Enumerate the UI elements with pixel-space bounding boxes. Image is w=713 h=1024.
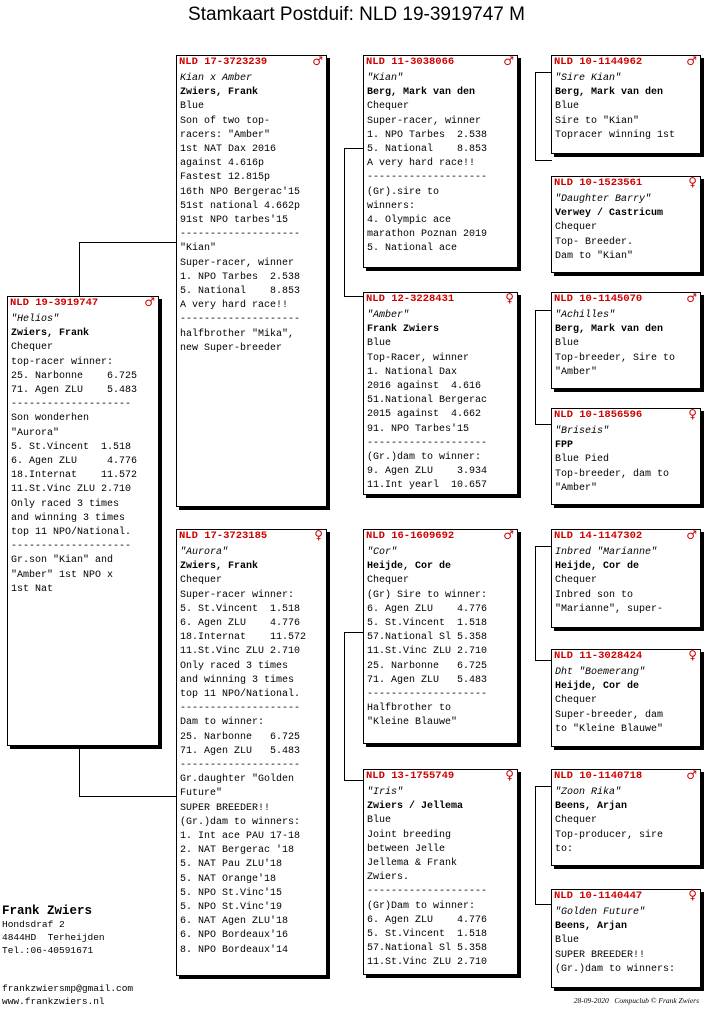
- pigeon-name: Inbred "Marianne": [555, 547, 658, 558]
- owner-block: [2, 904, 105, 957]
- card-line: 25. Narbonne 6.725: [11, 370, 138, 382]
- card-line: Top-breeder, Sire to: [555, 352, 676, 364]
- card-header: [552, 770, 700, 784]
- pedigree-card-sire[interactable]: [176, 55, 327, 507]
- connector: [535, 72, 552, 73]
- card-line: 25. Narbonne 6.725: [180, 731, 301, 743]
- pigeon-name: Dht "Boemerang": [555, 667, 646, 678]
- pigeon-name: "Aurora": [180, 547, 229, 558]
- ring-number: NLD 10-1523561: [554, 177, 643, 189]
- pigeon-name: "Briseis": [555, 426, 610, 437]
- card-body: [552, 191, 700, 264]
- card-line: 9. Agen ZLU 3.934: [367, 466, 488, 478]
- card-body: [177, 544, 326, 958]
- card-line: top 11 NPO/National.: [180, 689, 301, 701]
- breeder-name: FPP: [555, 440, 574, 452]
- card-line: "Amber": [555, 366, 598, 378]
- card-header: [552, 177, 700, 191]
- breeder-name: Beens, Arjan: [555, 801, 628, 813]
- connector: [535, 72, 536, 160]
- pedigree-card-ggp-2[interactable]: [551, 176, 701, 273]
- card-line: Blue: [555, 935, 580, 947]
- card-line: 8. NPO Bordeaux'14: [180, 944, 289, 956]
- female-icon: ♀: [688, 408, 697, 421]
- ring-number: NLD 10-1145070: [554, 293, 643, 305]
- card-line: 6. Agen ZLU 4.776: [180, 618, 301, 630]
- pigeon-name: Kian x Amber: [180, 73, 253, 84]
- connector: [79, 796, 177, 797]
- card-line: Fastest 12.815p: [180, 172, 271, 184]
- card-line: Blue: [555, 101, 580, 113]
- pigeon-name: "Cor": [367, 547, 398, 558]
- card-line: 2. NAT Bergerac '18: [180, 845, 295, 857]
- connector: [344, 632, 364, 633]
- connector: [344, 148, 345, 296]
- breeder-name: Berg, Mark van den: [555, 324, 664, 336]
- card-line: 16th NPO Bergerac'15: [180, 186, 301, 198]
- card-line: 1. Int ace PAU 17-18: [180, 831, 301, 843]
- connector: [79, 746, 80, 796]
- pedigree-card-ggp-4[interactable]: [551, 408, 701, 505]
- card-line: 5. NPO St.Vinc'15: [180, 887, 283, 899]
- card-line: 57.National Sl 5.358: [367, 943, 488, 955]
- card-line: 1. NPO Tarbes 2.538: [367, 129, 488, 141]
- card-line: --------------------: [367, 689, 488, 701]
- card-header: [364, 293, 517, 307]
- breeder-name: Heijde, Cor de: [555, 561, 640, 573]
- card-line: Sire to "Kian": [555, 115, 640, 127]
- breeder-name: Verwey / Castricum: [555, 208, 664, 220]
- card-line: 2016 against 4.616: [367, 381, 482, 393]
- card-line: Halfbrother to: [367, 703, 452, 715]
- card-line: 5. NAT Orange'18: [180, 873, 277, 885]
- connector: [535, 160, 552, 161]
- card-line: Topracer winning 1st: [555, 129, 676, 141]
- card-line: 5. NPO St.Vinc'19: [180, 902, 283, 914]
- card-line: 18.Internat 11.572: [180, 632, 307, 644]
- card-line: Only raced 3 times: [11, 498, 120, 510]
- female-icon: ♀: [314, 529, 323, 542]
- connector: [535, 546, 536, 660]
- card-line: against 4.616p: [180, 158, 265, 170]
- pigeon-name: "Iris": [367, 787, 404, 798]
- card-line: SUPER BREEDER!!: [180, 802, 271, 814]
- card-line: 1st Nat: [11, 583, 54, 595]
- page-title: Stamkaart Postduif: NLD 19-3919747 M: [188, 4, 525, 25]
- connector: [535, 546, 552, 547]
- card-header: [364, 530, 517, 544]
- card-line: 71. Agen ZLU 5.483: [180, 745, 301, 757]
- female-icon: ♀: [505, 769, 514, 782]
- connector: [535, 310, 536, 424]
- card-body: [552, 904, 700, 977]
- card-line: racers: "Amber": [180, 129, 271, 141]
- card-line: Top-Racer, winner: [367, 352, 470, 364]
- card-line: Dam to winner:: [180, 717, 265, 729]
- card-line: 6. NAT Agen ZLU'18: [180, 916, 289, 928]
- card-line: 11.St.Vinc ZLU 2.710: [367, 957, 488, 969]
- card-line: --------------------: [180, 703, 301, 715]
- card-header: [177, 530, 326, 544]
- card-line: Blue: [180, 101, 205, 113]
- card-header: [177, 56, 326, 70]
- ring-number: NLD 10-1144962: [554, 56, 643, 68]
- card-line: Blue: [367, 815, 392, 827]
- owner-address: Hondsdraf 2: [2, 919, 65, 930]
- card-line: Joint breeding: [367, 829, 452, 841]
- card-body: [364, 784, 517, 971]
- connector: [535, 904, 552, 905]
- card-line: Son of two top-: [180, 115, 271, 127]
- pedigree-card-granddam-paternal[interactable]: [363, 292, 518, 495]
- card-header: [552, 293, 700, 307]
- male-icon: ♂: [312, 55, 323, 68]
- male-icon: ♂: [144, 296, 155, 309]
- card-line: 6. Agen ZLU 4.776: [367, 603, 488, 615]
- card-body: [552, 664, 700, 737]
- pigeon-name: "Daughter Barry": [555, 194, 652, 205]
- pigeon-name: "Golden Future": [555, 907, 646, 918]
- card-line: 6. Agen ZLU 4.776: [11, 456, 138, 468]
- footer-date: 28-09-2020: [573, 996, 609, 1005]
- card-line: 6. NPO Bordeaux'16: [180, 930, 289, 942]
- card-line: top-racer winner:: [11, 356, 114, 368]
- pedigree-card-grandsire-maternal[interactable]: [363, 529, 518, 744]
- pedigree-card-ggp-1[interactable]: [551, 55, 701, 154]
- card-line: A very hard race!!: [180, 300, 289, 312]
- card-line: 71. Agen ZLU 5.483: [11, 385, 138, 397]
- card-line: Super-racer winner:: [180, 589, 295, 601]
- card-line: 5. NAT Pau ZLU'18: [180, 859, 283, 871]
- card-line: Zwiers.: [367, 872, 410, 884]
- card-header: [552, 650, 700, 664]
- card-line: halfbrother "Mika",: [180, 328, 295, 340]
- breeder-name: Heijde, Cor de: [367, 561, 452, 573]
- breeder-name: Heijde, Cor de: [555, 681, 640, 693]
- card-body: [364, 70, 517, 257]
- connector: [79, 242, 80, 297]
- male-icon: ♂: [686, 529, 697, 542]
- card-line: 5. St.Vincent 1.518: [367, 929, 488, 941]
- card-line: --------------------: [11, 399, 132, 411]
- contact-block: [2, 982, 133, 1008]
- card-line: 1. National Dax: [367, 366, 458, 378]
- card-body: [552, 544, 700, 617]
- card-line: --------------------: [367, 172, 488, 184]
- card-body: [8, 311, 158, 597]
- card-line: "Kian": [180, 243, 217, 255]
- card-line: between Jelle: [367, 843, 446, 855]
- card-line: (Gr.)dam to winner:: [367, 452, 482, 464]
- connector: [79, 242, 177, 243]
- card-line: SUPER BREEDER!!: [555, 949, 646, 961]
- card-line: to:: [555, 843, 574, 855]
- card-line: 11.St.Vinc ZLU 2.710: [180, 646, 301, 658]
- card-line: 1. NPO Tarbes 2.538: [180, 271, 301, 283]
- pigeon-name: "Zoon Rika": [555, 787, 622, 798]
- connector: [535, 310, 552, 311]
- card-line: --------------------: [367, 886, 488, 898]
- card-line: Top-producer, sire: [555, 829, 664, 841]
- card-line: --------------------: [180, 314, 301, 326]
- card-line: Jellema & Frank: [367, 858, 458, 870]
- card-line: new Super-breeder: [180, 342, 283, 354]
- female-icon: ♀: [688, 649, 697, 662]
- ring-number: NLD 17-3723185: [179, 530, 268, 542]
- card-line: Gr.son "Kian" and: [11, 555, 114, 567]
- footer-credit: Compuclub © Frank Zwiers: [614, 996, 699, 1005]
- male-icon: ♂: [686, 55, 697, 68]
- card-body: [552, 784, 700, 857]
- card-line: "Amber" 1st NPO x: [11, 569, 114, 581]
- card-line: 11.Int yearl 10.657: [367, 480, 488, 492]
- card-line: A very hard race!!: [367, 158, 476, 170]
- owner-name: Frank Zwiers: [2, 904, 93, 918]
- card-line: Chequer: [180, 575, 223, 587]
- card-line: Super-breeder, dam: [555, 709, 664, 721]
- breeder-name: Berg, Mark van den: [555, 87, 664, 99]
- female-icon: ♀: [688, 176, 697, 189]
- card-line: 57.National Sl 5.358: [367, 632, 488, 644]
- ring-number: NLD 11-3038066: [366, 56, 455, 68]
- card-line: winners:: [367, 200, 416, 212]
- connector: [535, 424, 552, 425]
- footer: [574, 996, 699, 1005]
- breeder-name: Beens, Arjan: [555, 921, 628, 933]
- card-header: [552, 409, 700, 423]
- ring-number: NLD 10-1140447: [554, 890, 643, 902]
- pedigree-card-granddam-maternal[interactable]: [363, 769, 518, 975]
- card-line: Chequer: [555, 695, 598, 707]
- pedigree-card-ggp-3[interactable]: [551, 292, 701, 389]
- card-header: [552, 530, 700, 544]
- breeder-name: Zwiers, Frank: [180, 561, 259, 573]
- card-line: 2015 against 4.662: [367, 409, 482, 421]
- card-line: 51.National Bergerac: [367, 395, 488, 407]
- card-line: Top- Breeder.: [555, 236, 634, 248]
- card-line: Chequer: [367, 101, 410, 113]
- ring-number: NLD 12-3228431: [366, 293, 455, 305]
- card-body: [177, 70, 326, 356]
- pedigree-card-ggp-5[interactable]: [551, 529, 701, 628]
- card-line: (Gr).sire to: [367, 186, 440, 198]
- ring-number: NLD 13-1755749: [366, 770, 455, 782]
- connector: [535, 786, 536, 904]
- card-header: [552, 56, 700, 70]
- card-line: 5. National 8.853: [180, 286, 301, 298]
- ring-number: NLD 19-3919747: [10, 297, 99, 309]
- card-line: Inbred son to: [555, 589, 634, 601]
- card-line: "Aurora": [11, 427, 60, 439]
- card-line: "Marianne", super-: [555, 603, 664, 615]
- breeder-name: Zwiers, Frank: [11, 328, 90, 340]
- ring-number: NLD 10-1140718: [554, 770, 643, 782]
- connector: [344, 632, 345, 780]
- card-line: 5. National ace: [367, 243, 458, 255]
- pedigree-card-ggp-8[interactable]: [551, 889, 701, 988]
- card-line: --------------------: [367, 437, 488, 449]
- card-body: [364, 544, 517, 731]
- card-line: (Gr.)dam to winners:: [555, 963, 676, 975]
- male-icon: ♂: [686, 292, 697, 305]
- ring-number: NLD 16-1609692: [366, 530, 455, 542]
- card-line: 11.St.Vinc ZLU 2.710: [367, 646, 488, 658]
- female-icon: ♀: [505, 292, 514, 305]
- card-line: Dam to "Kian": [555, 250, 634, 262]
- breeder-name: Frank Zwiers: [367, 324, 440, 336]
- pedigree-card-ggp-7[interactable]: [551, 769, 701, 866]
- connector: [535, 660, 552, 661]
- ring-number: NLD 14-1147302: [554, 530, 643, 542]
- card-line: and winning 3 times: [11, 512, 126, 524]
- connector: [344, 780, 364, 781]
- breeder-name: Zwiers, Frank: [180, 87, 259, 99]
- card-line: top 11 NPO/National.: [11, 527, 132, 539]
- pedigree-card-pigeon[interactable]: [7, 296, 159, 746]
- card-line: Future": [180, 788, 223, 800]
- card-line: and winning 3 times: [180, 674, 295, 686]
- breeder-name: Zwiers / Jellema: [367, 801, 464, 813]
- card-line: Chequer: [555, 815, 598, 827]
- card-line: --------------------: [180, 760, 301, 772]
- male-icon: ♂: [686, 769, 697, 782]
- card-body: [552, 307, 700, 380]
- card-line: 5. St.Vincent 1.518: [367, 618, 488, 630]
- card-line: "Kleine Blauwe": [367, 717, 458, 729]
- card-header: [364, 770, 517, 784]
- card-header: [552, 890, 700, 904]
- pigeon-name: "Amber": [367, 310, 410, 321]
- male-icon: ♂: [503, 55, 514, 68]
- pigeon-name: "Sire Kian": [555, 73, 622, 84]
- card-line: Super-racer, winner: [367, 115, 482, 127]
- card-line: 4. Olympic ace: [367, 215, 452, 227]
- card-line: marathon Poznan 2019: [367, 229, 488, 241]
- card-line: to "Kleine Blauwe": [555, 723, 664, 735]
- card-line: (Gr) Sire to winner:: [367, 589, 488, 601]
- card-line: 11.St.Vinc ZLU 2.710: [11, 484, 132, 496]
- owner-postcode: 4844HD Terheijden: [2, 932, 105, 943]
- card-line: 25. Narbonne 6.725: [367, 660, 488, 672]
- card-line: 5. St.Vincent 1.518: [180, 603, 301, 615]
- website-link[interactable]: www.frankzwiers.nl: [2, 996, 105, 1007]
- card-line: --------------------: [180, 229, 301, 241]
- ring-number: NLD 17-3723239: [179, 56, 268, 68]
- card-line: --------------------: [11, 541, 132, 553]
- pigeon-name: "Helios": [11, 314, 60, 325]
- card-line: Chequer: [555, 222, 598, 234]
- ring-number: NLD 10-1856596: [554, 409, 643, 421]
- card-line: Blue: [367, 338, 392, 350]
- connector: [535, 786, 552, 787]
- card-line: 6. Agen ZLU 4.776: [367, 914, 488, 926]
- card-line: 51st national 4.662p: [180, 200, 301, 212]
- card-header: [364, 56, 517, 70]
- breeder-name: Berg, Mark van den: [367, 87, 476, 99]
- owner-phone: Tel.:06-40591671: [2, 945, 94, 956]
- card-line: (Gr)Dam to winner:: [367, 900, 476, 912]
- card-line: 71. Agen ZLU 5.483: [367, 674, 488, 686]
- card-line: Blue Pied: [555, 454, 610, 466]
- card-body: [552, 70, 700, 143]
- pigeon-name: "Kian": [367, 73, 404, 84]
- card-line: 91. NPO Tarbes'15: [367, 423, 470, 435]
- pedigree-card-ggp-6[interactable]: [551, 649, 701, 747]
- card-body: [552, 423, 700, 496]
- card-body: [364, 307, 517, 494]
- email-link[interactable]: frankzwiersmp@gmail.com: [2, 983, 134, 994]
- connector: [344, 148, 364, 149]
- card-line: 5. St.Vincent 1.518: [11, 441, 132, 453]
- card-line: 18.Internat 11.572: [11, 470, 138, 482]
- card-line: Son wonderhen: [11, 413, 90, 425]
- card-line: Blue: [555, 338, 580, 350]
- card-line: Top-breeder, dam to: [555, 468, 670, 480]
- female-icon: ♀: [688, 889, 697, 902]
- pedigree-card-dam[interactable]: [176, 529, 327, 976]
- pigeon-name: "Achilles": [555, 310, 616, 321]
- card-line: Only raced 3 times: [180, 660, 289, 672]
- card-line: Super-racer, winner: [180, 257, 295, 269]
- card-line: 5. National 8.853: [367, 144, 488, 156]
- card-line: (Gr.)dam to winners:: [180, 816, 301, 828]
- male-icon: ♂: [503, 529, 514, 542]
- card-line: Chequer: [367, 575, 410, 587]
- card-header: [8, 297, 158, 311]
- connector: [344, 296, 364, 297]
- card-line: Gr.daughter "Golden: [180, 774, 295, 786]
- card-line: 1st NAT Dax 2016: [180, 144, 277, 156]
- pedigree-card-grandsire-paternal[interactable]: [363, 55, 518, 268]
- card-line: 91st NPO tarbes'15: [180, 215, 289, 227]
- card-line: "Amber": [555, 482, 598, 494]
- card-line: Chequer: [11, 342, 54, 354]
- ring-number: NLD 11-3028424: [554, 650, 643, 662]
- card-line: Chequer: [555, 575, 598, 587]
